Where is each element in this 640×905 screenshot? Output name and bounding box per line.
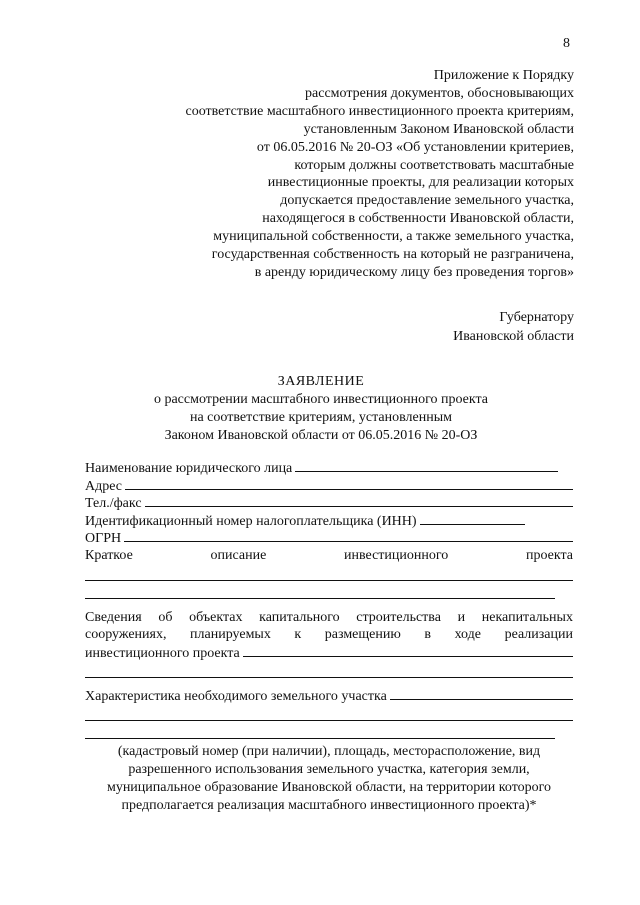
address-label: Адрес	[85, 478, 123, 494]
label-word: Сведения	[85, 609, 142, 625]
legal-name-row	[85, 459, 573, 477]
appendix-line: Приложение к Порядку	[433, 68, 574, 83]
short-description-label	[85, 547, 573, 565]
land-plot-field[interactable]	[390, 687, 573, 700]
title-line: о рассмотрении масштабного инвестиционного проекта	[153, 392, 489, 407]
label-word: планируемых	[190, 627, 271, 643]
label-word: к	[294, 627, 302, 643]
label-word: строительства	[356, 609, 441, 625]
hint-line: предполагается реализация масштабного инвестиционного проекта)*	[121, 798, 537, 814]
appendix-heading	[104, 67, 574, 282]
title-heading: ЗАЯВЛЕНИЕ	[277, 374, 365, 389]
addressee-region: Ивановской области	[453, 329, 574, 344]
appendix-line: допускается предоставление земельного участка,	[280, 193, 574, 209]
appendix-line: муниципальной собственности, а также земельного участка,	[213, 229, 574, 245]
label-word: Краткое	[85, 547, 133, 563]
title-line: на соответствие критериям, установленным	[189, 410, 453, 425]
appendix-line: в аренду юридическому лицу без проведения торгов»	[254, 264, 574, 280]
label-word: размещению	[324, 627, 401, 643]
appendix-line: находящегося в собственности Ивановской области,	[262, 211, 574, 227]
label-word: проекта	[526, 547, 573, 563]
land-plot-hint	[85, 743, 573, 815]
appendix-line: инвестиционные проекты, для реализации которых	[267, 175, 574, 191]
land-plot-row	[85, 687, 573, 705]
phone-fax-label: Тел./факс	[85, 496, 142, 512]
application-form	[85, 459, 573, 815]
legal-name-label: Наименование юридического лица	[85, 461, 293, 476]
appendix-line: рассмотрения документов, обосновывающих	[305, 85, 574, 101]
inn-label: Идентификационный номер налогоплательщика (ИНН)	[85, 513, 417, 529]
appendix-line: установленным Законом Ивановской области	[303, 121, 574, 137]
document-title	[66, 373, 576, 445]
label-word: и	[457, 609, 466, 625]
label-word: некапитальных	[481, 609, 573, 625]
capital-objects-label	[85, 626, 573, 644]
ogrn-field[interactable]	[124, 529, 573, 542]
phone-fax-field[interactable]	[145, 494, 573, 507]
label-word: инвестиционного	[344, 547, 449, 563]
label-word: сооружениях,	[85, 627, 167, 643]
label-word: ходе	[454, 627, 481, 643]
hint-line: муниципальное образование Ивановской области, на территории которого	[106, 780, 552, 796]
appendix-line: соответствие масштабного инвестиционного проекта критериям,	[185, 103, 574, 119]
label-word: объектах	[189, 609, 243, 625]
inn-row	[85, 512, 573, 530]
land-plot-field[interactable]	[85, 723, 555, 739]
capital-objects-field[interactable]	[243, 644, 573, 657]
capital-objects-field[interactable]	[85, 662, 573, 678]
addressee	[274, 308, 574, 346]
legal-name-field[interactable]	[295, 459, 558, 472]
appendix-line: государственная собственность на который не разграничена,	[211, 247, 574, 263]
label-word: в	[424, 627, 432, 643]
land-plot-label: Характеристика необходимого земельного участка	[85, 689, 387, 705]
hint-line: (кадастровый номер (при наличии), площадь, месторасположение, вид	[117, 744, 541, 760]
land-plot-field[interactable]	[85, 705, 573, 721]
title-line: Законом Ивановской области от 06.05.2016 № 20-ОЗ	[164, 428, 478, 443]
label-word: об	[158, 609, 173, 625]
capital-objects-label-end: инвестиционного проекта	[85, 645, 240, 661]
address-row	[85, 477, 573, 495]
addressee-title: Губернатору	[499, 310, 574, 325]
label-word: описание	[210, 547, 267, 563]
page-number: 8	[563, 36, 570, 51]
inn-field[interactable]	[420, 512, 525, 525]
capital-objects-label	[85, 609, 573, 627]
hint-line: разрешенного использования земельного участка, категория земли,	[128, 762, 530, 778]
ogrn-label: ОГРН	[85, 531, 122, 547]
capital-objects-row	[85, 644, 573, 662]
address-field[interactable]	[125, 477, 573, 490]
short-description-field[interactable]	[85, 565, 573, 581]
short-description-field[interactable]	[85, 583, 555, 599]
label-word: реализации	[504, 627, 573, 643]
phone-fax-row	[85, 494, 573, 512]
appendix-line: которым должны соответствовать масштабные	[294, 157, 574, 173]
appendix-line: от 06.05.2016 № 20-ОЗ «Об установлении критериев,	[256, 139, 574, 155]
ogrn-row	[85, 529, 573, 547]
label-word: капитального	[259, 609, 340, 625]
